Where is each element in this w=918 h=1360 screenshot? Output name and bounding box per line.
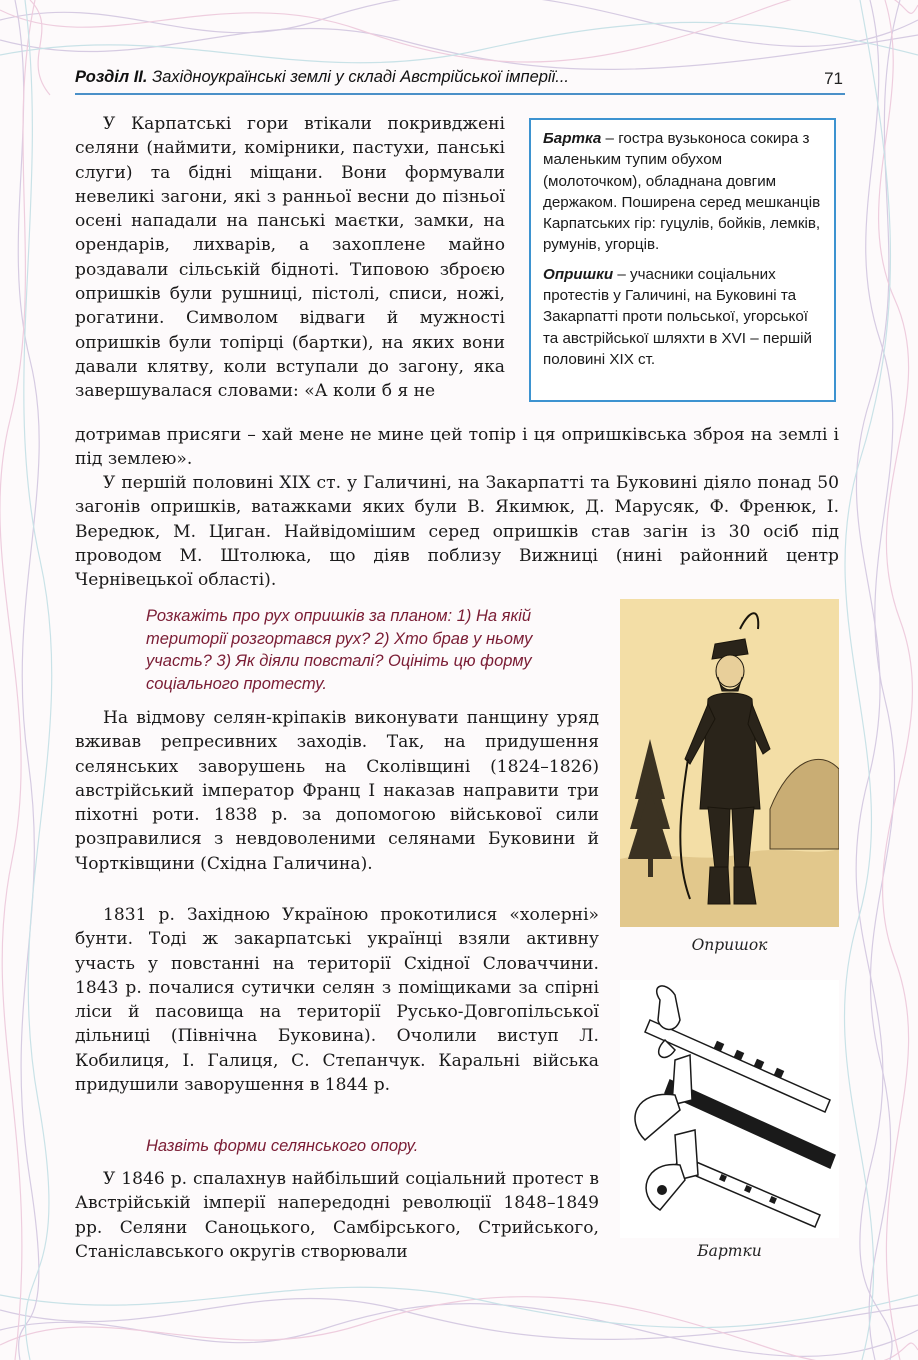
section-label: Розділ II.	[75, 68, 148, 86]
definition-bartka	[543, 128, 824, 256]
question-plan: Розкажіть про рух опришків за планом: 1) На якій території розгортався рух? 2) Хто брав у ньому участь? 3) Як діяли повсталі? Оцініть цю форму соціального протесту.	[146, 607, 533, 693]
question-forms: Назвіть форми селянського опору.	[146, 1137, 419, 1155]
paragraph-otamans: У першій половині XIX ст. у Галичині, на Закарпатті та Буковині діяло понад 50 загонів опришків, ватажками яких були В. Якимюк, Д. Марусяк, Ф. Френюк, І. Вередюк, М. Циган. Найвідомішим серед опришків став загін із 30 осіб під проводом М. Штолюка, що діяв поблизу Вижниці (нині районний центр Чернівецької області).	[75, 473, 839, 591]
paragraph-repressions: На відмову селян-кріпаків виконувати панщину уряд вживав репресивних заходів. Так, на придушення селянських заворушень на Сколівщині (1824–1826) австрійський імператор Франц І наказав направити три піхотні роти. 1838 р. за допомогою військової сили розправилися з невдоволеними селянами Буковини й Чортківщини (Східна Галичина).	[75, 708, 599, 874]
definition-text: – учасники соціальних протестів у Галичині, на Буковині та Закарпатті проти польської, угорської та австрійської шляхти в XVI – першій половині XIX ст.	[543, 265, 813, 368]
paragraph-intro-continued: дотримав присяги – хай мене не мине цей топір і ця опришківська зброя на землі і під землею».	[75, 425, 839, 470]
page-number: 71	[824, 69, 843, 88]
definition-text: – гостра вузьконоса сокира з маленьким тупим обухом (молоточком), обладнана довгим держаком. Поширена серед мешканців Карпатських гір: гуцулів, бойків, лемків, румунів, угорців.	[543, 130, 821, 254]
header-title	[75, 68, 569, 87]
definition-term: Бартка	[543, 130, 602, 147]
caption-oprishok: Опришок	[691, 936, 768, 954]
bartky-illustration	[620, 980, 839, 1238]
definition-term: Опришки	[543, 265, 614, 283]
oprishok-illustration	[620, 599, 839, 927]
paragraph-1846: У 1846 р. спалахнув найбільший соціальний протест в Австрійській імперії напередодні революції 1848–1849 рр. Селяни Саноцького, Самбірського, Стрийського, Станіславського округів створювали	[75, 1169, 599, 1262]
definition-oprishky	[543, 264, 824, 370]
header-rule	[75, 93, 845, 95]
paragraph-cholera-riots: 1831 р. Західною Україною прокотилися «холерні» бунти. Тоді ж закарпатські українці взяли активну участь у повстанні на території Східної Словаччини. 1843 р. почалися сутички селян з поміщиками за спірні ліси й пасовища на території Русько-Довгопільської дільниці (Північна Буковина). Очолили виступ Л. Кобилиця, І. Галиця, С. Степанчук. Каральні війська придушили заворушення в 1844 р.	[75, 905, 599, 1096]
caption-bartky: Бартки	[697, 1242, 762, 1260]
paragraph-intro: У Карпатські гори втікали покривджені селяни (наймити, комірники, пастухи, панські слуги) та бідні міщани. Вони формували невеликі загони, які з ранньої весни до пізньої осені нападали на панські маєтки, замки, на орендарів, лихварів, а захоплене майно роздавали сільській бідноті. Типовою зброєю опришків були рушниці, пістолі, списи, ножі, рогатини. Символом відваги й мужності опришків були топірці (бартки), на яких вони давали клятву, коли вступали до загону, яка завершувалася словами: «А коли б я не	[75, 114, 505, 402]
definition-box	[529, 118, 836, 402]
section-title: Західноукраїнські землі у складі Австрійської імперії...	[152, 68, 570, 86]
page-header	[75, 64, 845, 92]
